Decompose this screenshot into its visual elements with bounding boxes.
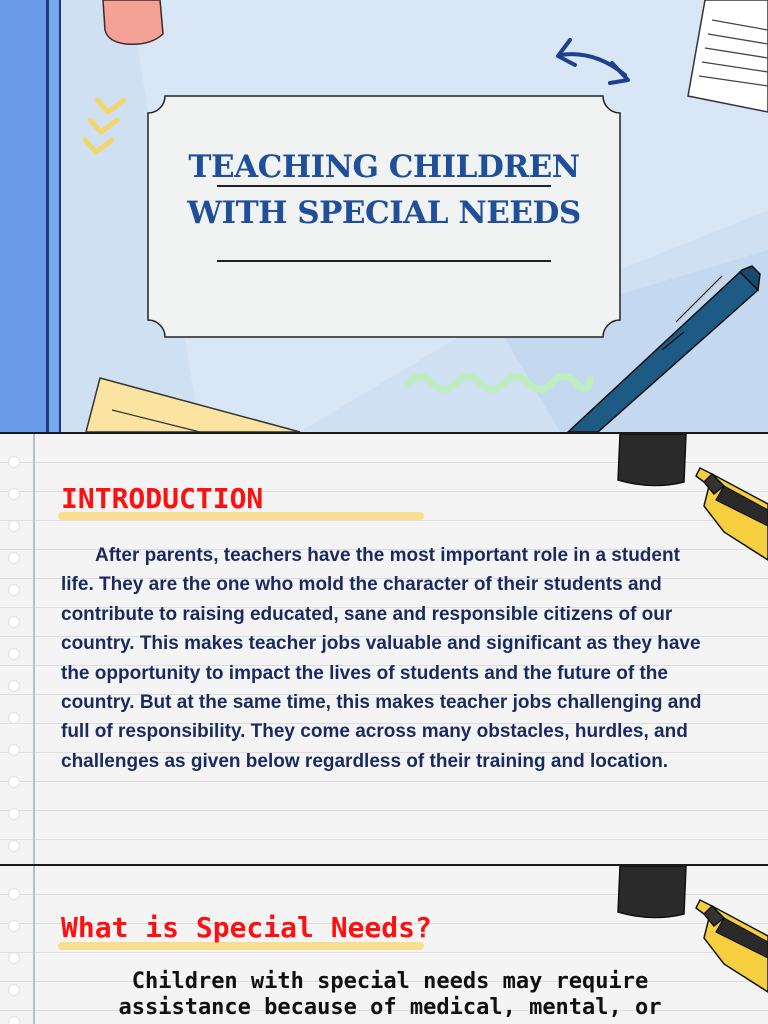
section-heading-special-needs: What is Special Needs? (61, 911, 432, 944)
special-needs-line-2: assistance because of medical, mental, or (118, 995, 662, 1020)
binder-holes (8, 434, 22, 864)
title-line-2: WITH SPECIAL NEEDS (187, 195, 581, 231)
introduction-slide (0, 434, 768, 864)
introduction-text: After parents, teachers have the most important role in a student life. They are the one who mold the character of their students and contribute to raising educated, sane and responsible citizens of our country. This makes teacher jobs valuable and significant as they have the opportunity to impact the lives of students and the future of the country. But at the same time, this makes teacher jobs challenging and full of responsibility. They come across many obstacles, hurdles, and challenges as given below regardless of their training and location. (61, 545, 702, 772)
title-rule-top (217, 185, 551, 187)
title-slide (0, 0, 768, 432)
highlighter-marker-icon-2 (612, 866, 768, 1006)
binder-holes-2 (8, 866, 22, 1024)
notebook-spine (0, 0, 46, 432)
title-line-1: TEACHING CHILDREN (188, 149, 580, 185)
special-needs-line-1: Children with special needs may require (131, 969, 649, 994)
special-needs-slide (0, 866, 768, 1024)
margin-line-2 (33, 866, 35, 1024)
chevron-decoration-icon (85, 100, 124, 152)
section-heading-introduction: INTRODUCTION (61, 482, 264, 515)
title-rule-bottom (217, 260, 551, 262)
margin-line (33, 434, 35, 864)
eraser-icon (103, 0, 163, 44)
page-title (147, 144, 621, 236)
highlighter-marker-icon (612, 434, 768, 574)
introduction-paragraph (61, 541, 711, 776)
